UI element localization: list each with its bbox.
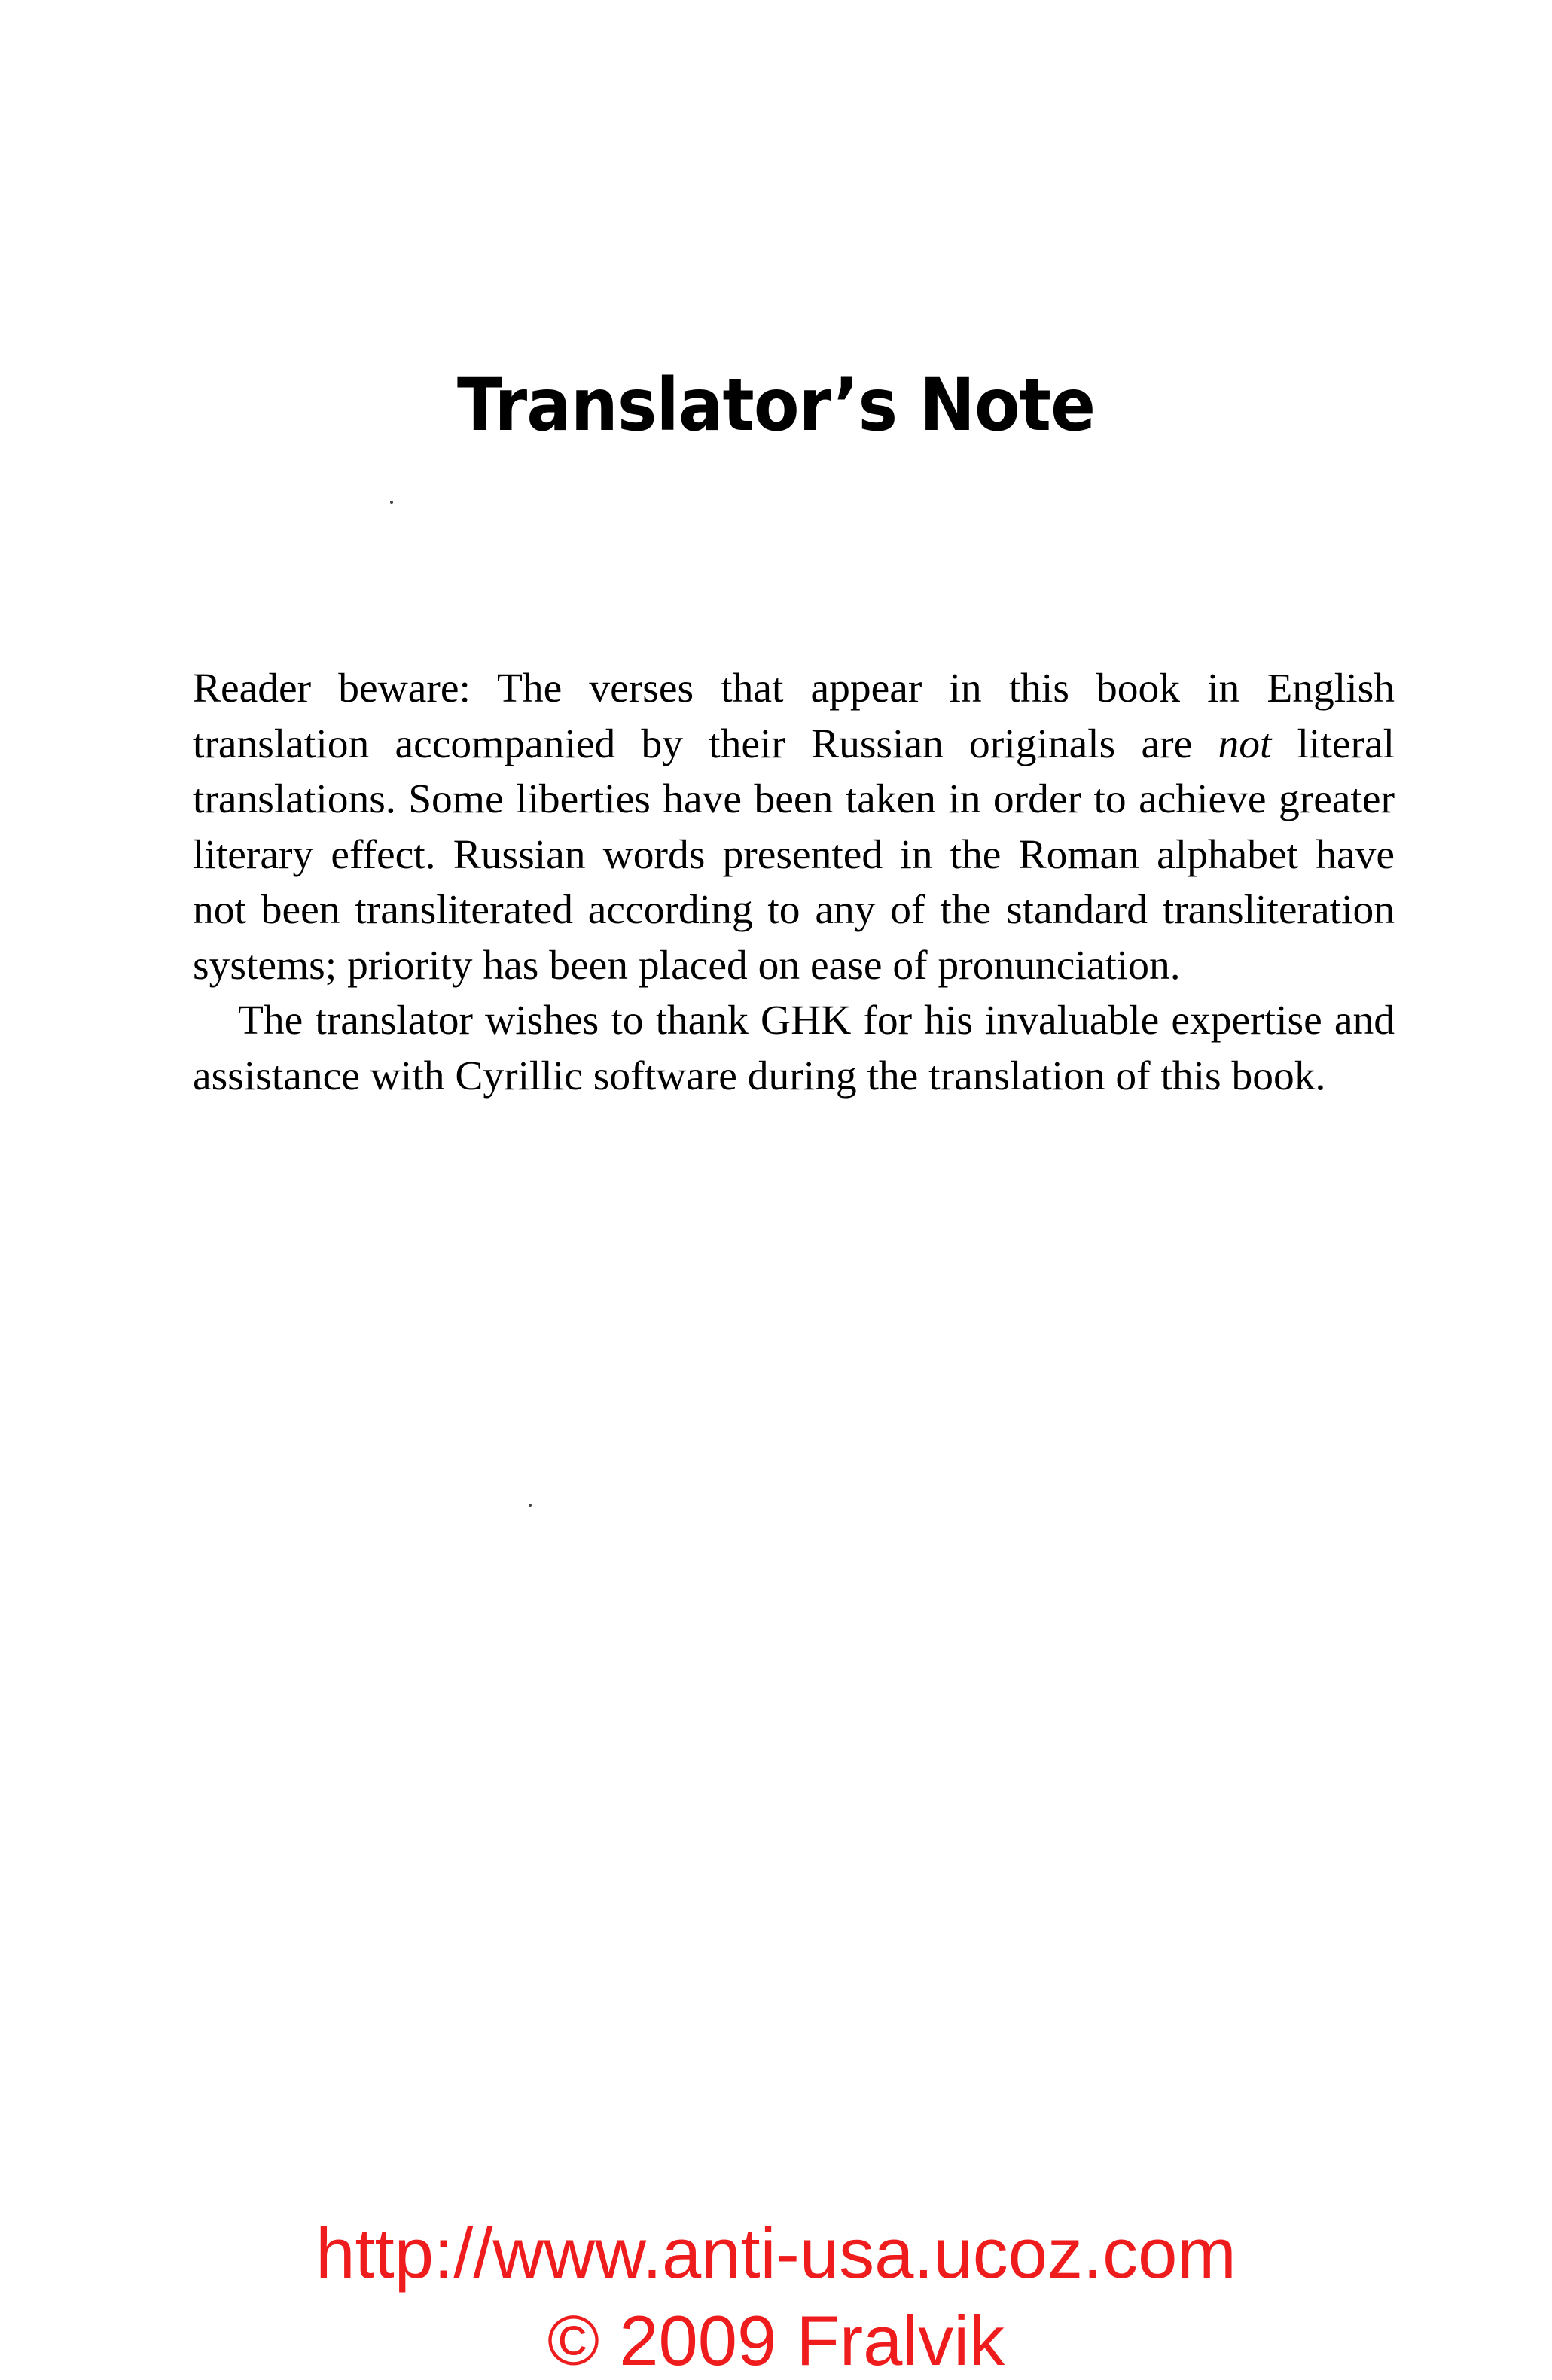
body-text	[193, 661, 1395, 1104]
paragraph-1-text-start: Reader beware: The verses that appear in this book in English translation accompanied by their Russian originals are	[193, 666, 1395, 767]
watermark-copyright: © 2009 Fralvik	[547, 2301, 1005, 2380]
paragraph-1	[193, 661, 1395, 993]
scan-speck	[390, 501, 393, 504]
paragraph-2: The translator wishes to thank GHK for his invaluable expertise and assistance with Cyrillic software during the translation of this book.	[193, 998, 1395, 1099]
paragraph-1-text-end: literal translations. Some liberties have been taken in order to achieve greater literary effect. Russian words presented in the Roman alphabet have not been transliterated according to any of the standard transliteration systems; priority has been placed on ease of pronunciation.	[193, 721, 1395, 989]
paragraph-1-emphasis: not	[1218, 721, 1272, 767]
scan-speck	[529, 1504, 532, 1507]
watermark-url: http://www.anti-usa.ucoz.com	[316, 2214, 1236, 2293]
page-title: Translator’s Note	[456, 363, 1096, 447]
